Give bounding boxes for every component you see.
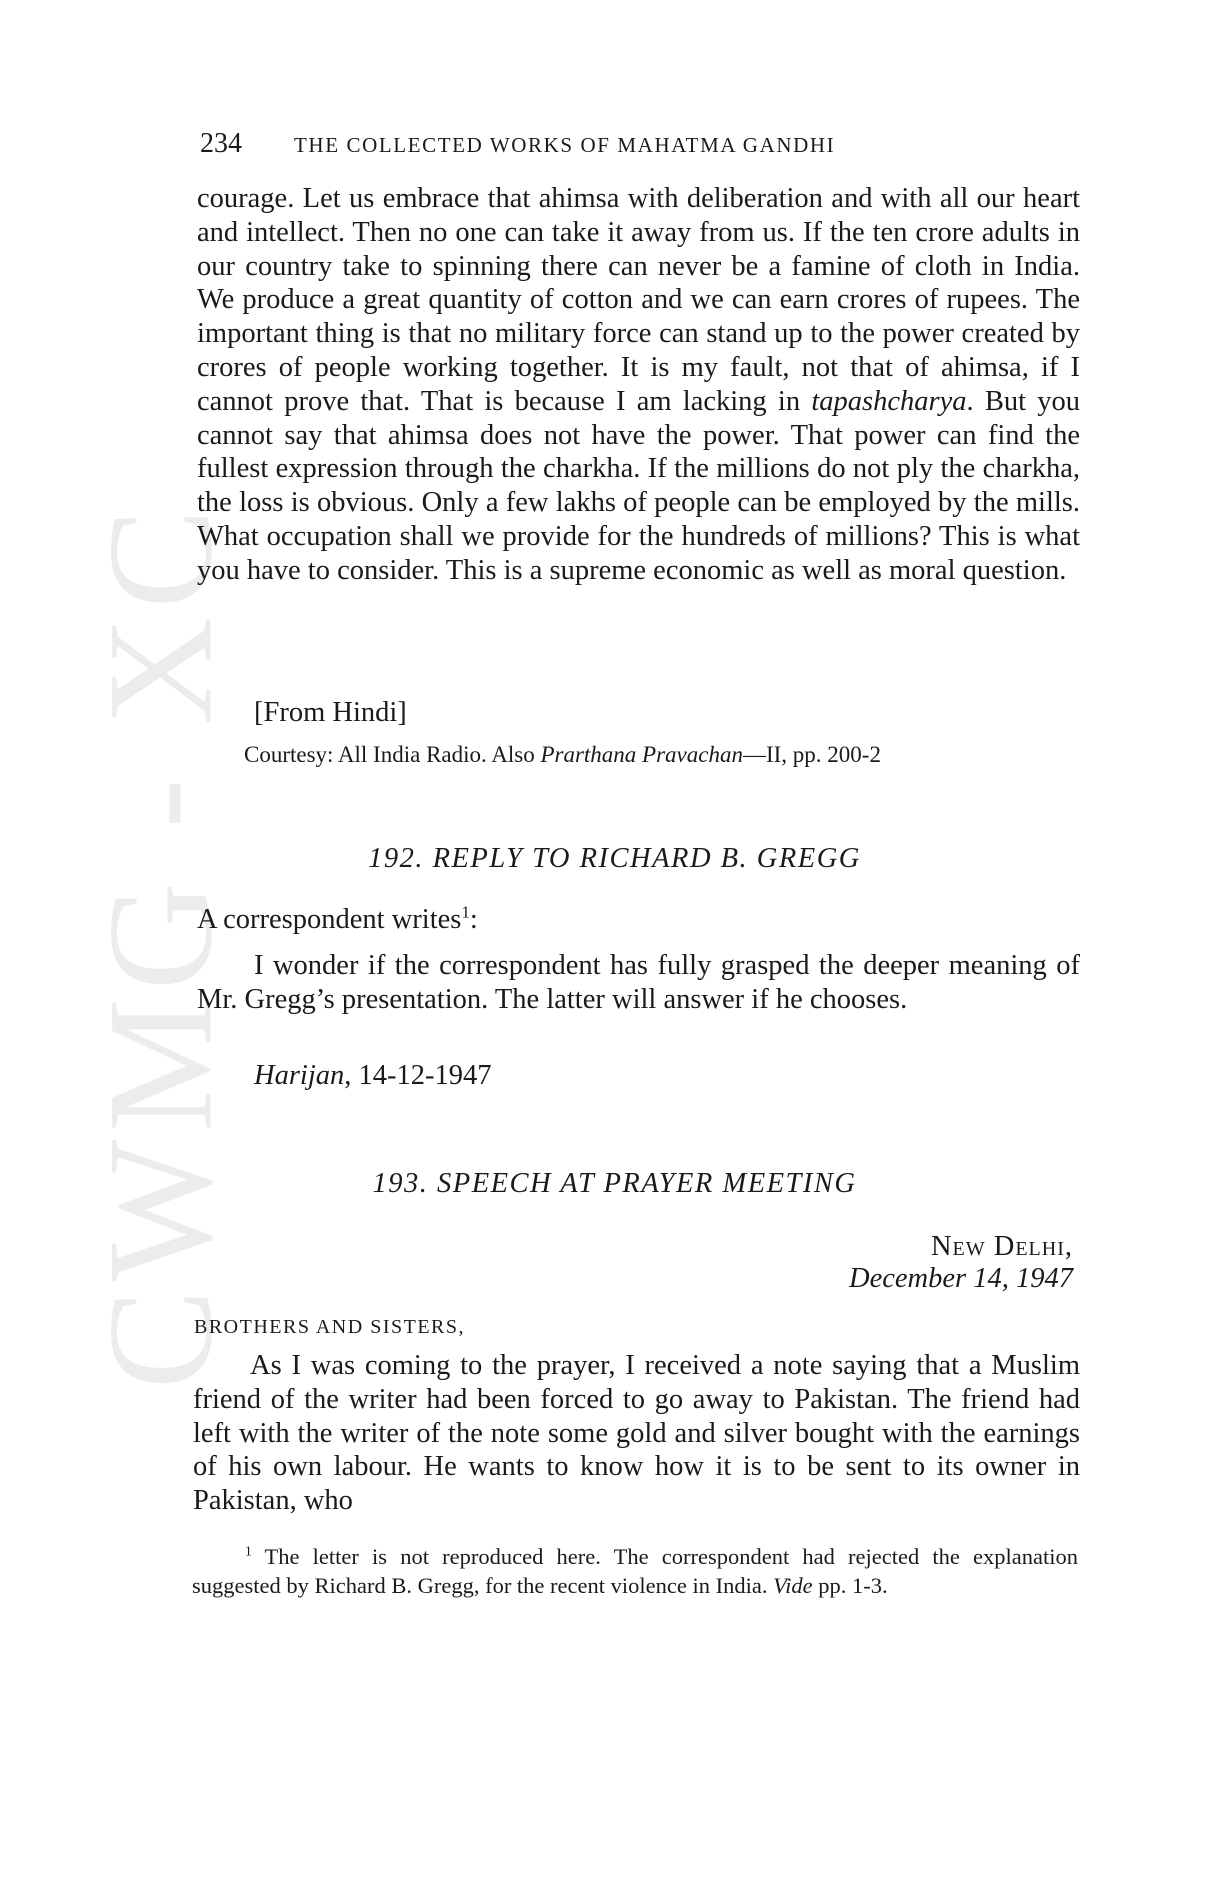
item192-paragraph [197,949,1080,1017]
paragraph: As I was coming to the prayer, I received a note saying that a Muslim friend of the writer had been forced to go away to Pakistan. The friend had left with the writer of the note some gold and silver bought with the earnings of his own labour. He wants to know how it is to be sent to its owner in Pakistan, who [193,1350,1080,1517]
watermark-text: CWMG - XC [77,500,243,1390]
italic-title: Prarthana Pravachan [540,742,743,767]
item192-intro [197,903,1080,937]
item-title-192: 192. REPLY TO RICHARD B. GREGG [368,843,861,874]
text-run: : [469,904,478,935]
courtesy-line [244,742,881,768]
footnote [192,1542,1078,1600]
continued-speech-text [197,182,1080,588]
text-run: pp. 1-3. [812,1573,888,1598]
item193-paragraph [193,1349,1080,1518]
text-run: Courtesy: All India Radio. Also [244,742,541,767]
italic-term: Vide [773,1573,813,1598]
page-header [200,128,1080,160]
italic-term: tapashcharya [811,385,967,417]
text-run: , 14-12-1947 [344,1060,492,1091]
paragraph [197,182,1080,588]
date-line: December 14, 1947 [849,1263,1073,1294]
salutation: BROTHERS AND SISTERS, [194,1316,465,1338]
place-line: New Delhi, [930,1231,1073,1262]
text-run: . But you cannot say that ahimsa does not have the power. That power can find the fullest expression through the charkha. If the millions do not ply the charkha, the loss is obvious. Only a few lakhs of people can be employed by the mills. What occupation shall we provide for the hundreds of millions? This is what you have to consider. This is a supreme economic as well as moral question. [197,385,1080,586]
dateline [849,1231,1073,1295]
page-number: 234 [200,128,242,159]
paragraph: I wonder if the correspondent has fully grasped the deeper meaning of Mr. Gregg’s presentation. The latter will answer if he chooses. [197,950,1080,1015]
footnote-marker: 1 [461,902,470,922]
item-title-193: 193. SPEECH AT PRAYER MEETING [372,1168,857,1199]
text-run: A correspondent writes [197,904,462,935]
text-run: The letter is not reproduced here. The correspondent had rejected the explanation suggested by Richard B. Gregg, for the recent violence in India. [192,1544,1078,1598]
running-title: THE COLLECTED WORKS OF MAHATMA GANDHI [294,133,836,157]
footnote-number: 1 [245,1543,252,1559]
source-note: [From Hindi] [254,697,407,728]
item192-source [254,1060,492,1092]
watermark [60,500,260,1390]
italic-title: Harijan [254,1060,345,1091]
text-run: —II, pp. 200-2 [742,742,881,767]
text-run: courage. Let us embrace that ahimsa with deliberation and with all our heart and intellect. Then no one can take it away from us. If the ten crore adults in our country take to spinning there can never be a famine of cloth in India. We produce a great quantity of cotton and we can earn crores of rupees. The important thing is that no military force can stand up to the power created by crores of people working together. It is my fault, not that of ahimsa, if I cannot prove that. That is because I am lacking in [197,183,1080,417]
